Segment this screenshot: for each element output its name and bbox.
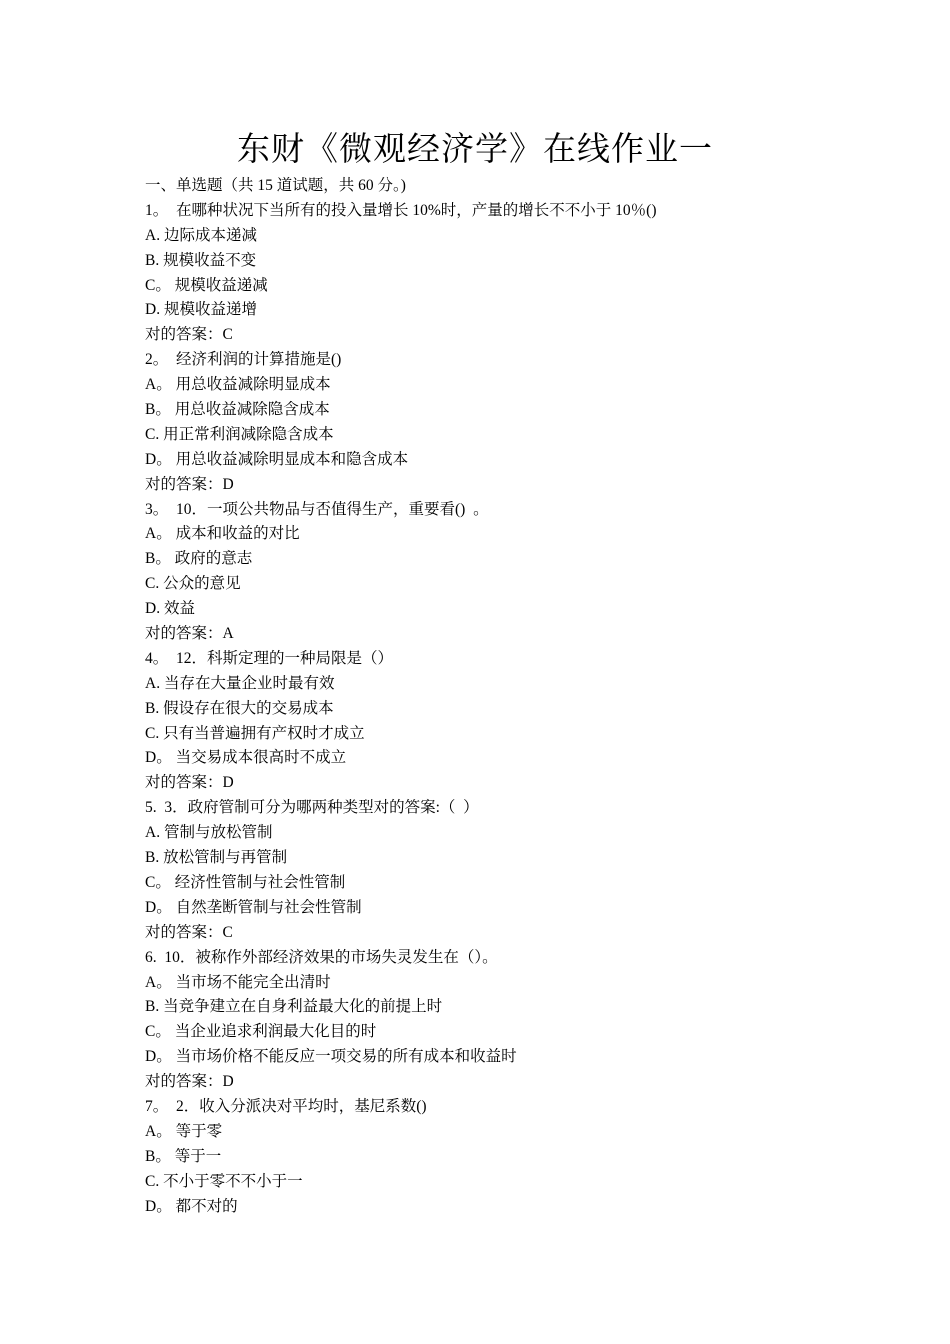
option-d: D。 都不对的 — [145, 1197, 238, 1215]
option-d: D。 当市场价格不能反应一项交易的所有成本和收益时 — [145, 1048, 517, 1066]
option-a: A. 边际成本递减 — [145, 226, 257, 244]
option-c: C。 当企业追求利润最大化目的时 — [145, 1023, 377, 1041]
option-a: A。 等于零 — [145, 1122, 223, 1140]
option-a: A。 成本和收益的对比 — [145, 525, 300, 543]
option-b: B. 放松管制与再管制 — [145, 849, 288, 867]
question-stem: 3。 10．一项公共物品与否值得生产，重要看() 。 — [145, 500, 489, 518]
document-title: 东财《微观经济学》在线作业一 — [237, 129, 713, 168]
option-b: B。 等于一 — [145, 1147, 222, 1165]
answer: 对的答案：C — [145, 326, 233, 344]
option-c: C. 只有当普遍拥有产权时才成立 — [145, 724, 365, 742]
question-stem: 1。 在哪种状况下当所有的投入量增长 10%时，产量的增长不不小于 10％() — [145, 201, 657, 219]
answer: 对的答案：A — [145, 625, 234, 643]
question-7 — [145, 1095, 905, 1219]
option-a: A. 当存在大量企业时最有效 — [145, 674, 335, 692]
question-stem: 7。 2．收入分派决对平均时，基尼系数() — [145, 1097, 427, 1115]
option-a: A。 用总收益减除明显成本 — [145, 376, 331, 394]
question-5 — [145, 796, 905, 945]
option-b: B。 用总收益减除隐含成本 — [145, 401, 330, 419]
answer: 对的答案：D — [145, 774, 234, 792]
option-c: C。 经济性管制与社会性管制 — [145, 873, 346, 891]
option-d: D。 当交易成本很高时不成立 — [145, 749, 347, 767]
document-body — [145, 174, 905, 1219]
option-d: D。 用总收益减除明显成本和隐含成本 — [145, 450, 409, 468]
question-4 — [145, 647, 905, 796]
question-stem: 5. 3．政府管制可分为哪两种类型对的答案:（ ） — [145, 799, 479, 817]
question-3 — [145, 498, 905, 647]
option-a: A。 当市场不能完全出清时 — [145, 973, 331, 991]
question-stem: 2。 经济利润的计算措施是() — [145, 351, 342, 369]
answer: 对的答案：D — [145, 1073, 234, 1091]
section-heading: 一、单选题（共 15 道试题，共 60 分。) — [145, 177, 406, 194]
option-b: B. 当竞争建立在自身利益最大化的前提上时 — [145, 998, 443, 1016]
option-d: D. 规模收益递增 — [145, 301, 257, 319]
question-stem: 4。 12．科斯定理的一种局限是（） — [145, 649, 394, 667]
question-1 — [145, 199, 905, 348]
option-c: C. 用正常利润减除隐含成本 — [145, 425, 334, 443]
option-c: C。 规模收益递减 — [145, 276, 268, 294]
option-b: B。 政府的意志 — [145, 550, 253, 568]
option-c: C. 公众的意见 — [145, 575, 241, 593]
option-a: A. 管制与放松管制 — [145, 824, 273, 842]
option-d: D. 效益 — [145, 600, 195, 618]
option-b: B. 规模收益不变 — [145, 251, 257, 269]
question-6 — [145, 946, 905, 1095]
option-d: D。 自然垄断管制与社会性管制 — [145, 898, 362, 916]
option-b: B. 假设存在很大的交易成本 — [145, 699, 334, 717]
option-c: C. 不小于零不不小于一 — [145, 1172, 303, 1190]
question-2 — [145, 348, 905, 497]
answer: 对的答案：C — [145, 923, 233, 941]
question-stem: 6. 10．被称作外部经济效果的市场失灵发生在（）。 — [145, 948, 498, 966]
answer: 对的答案：D — [145, 475, 234, 493]
